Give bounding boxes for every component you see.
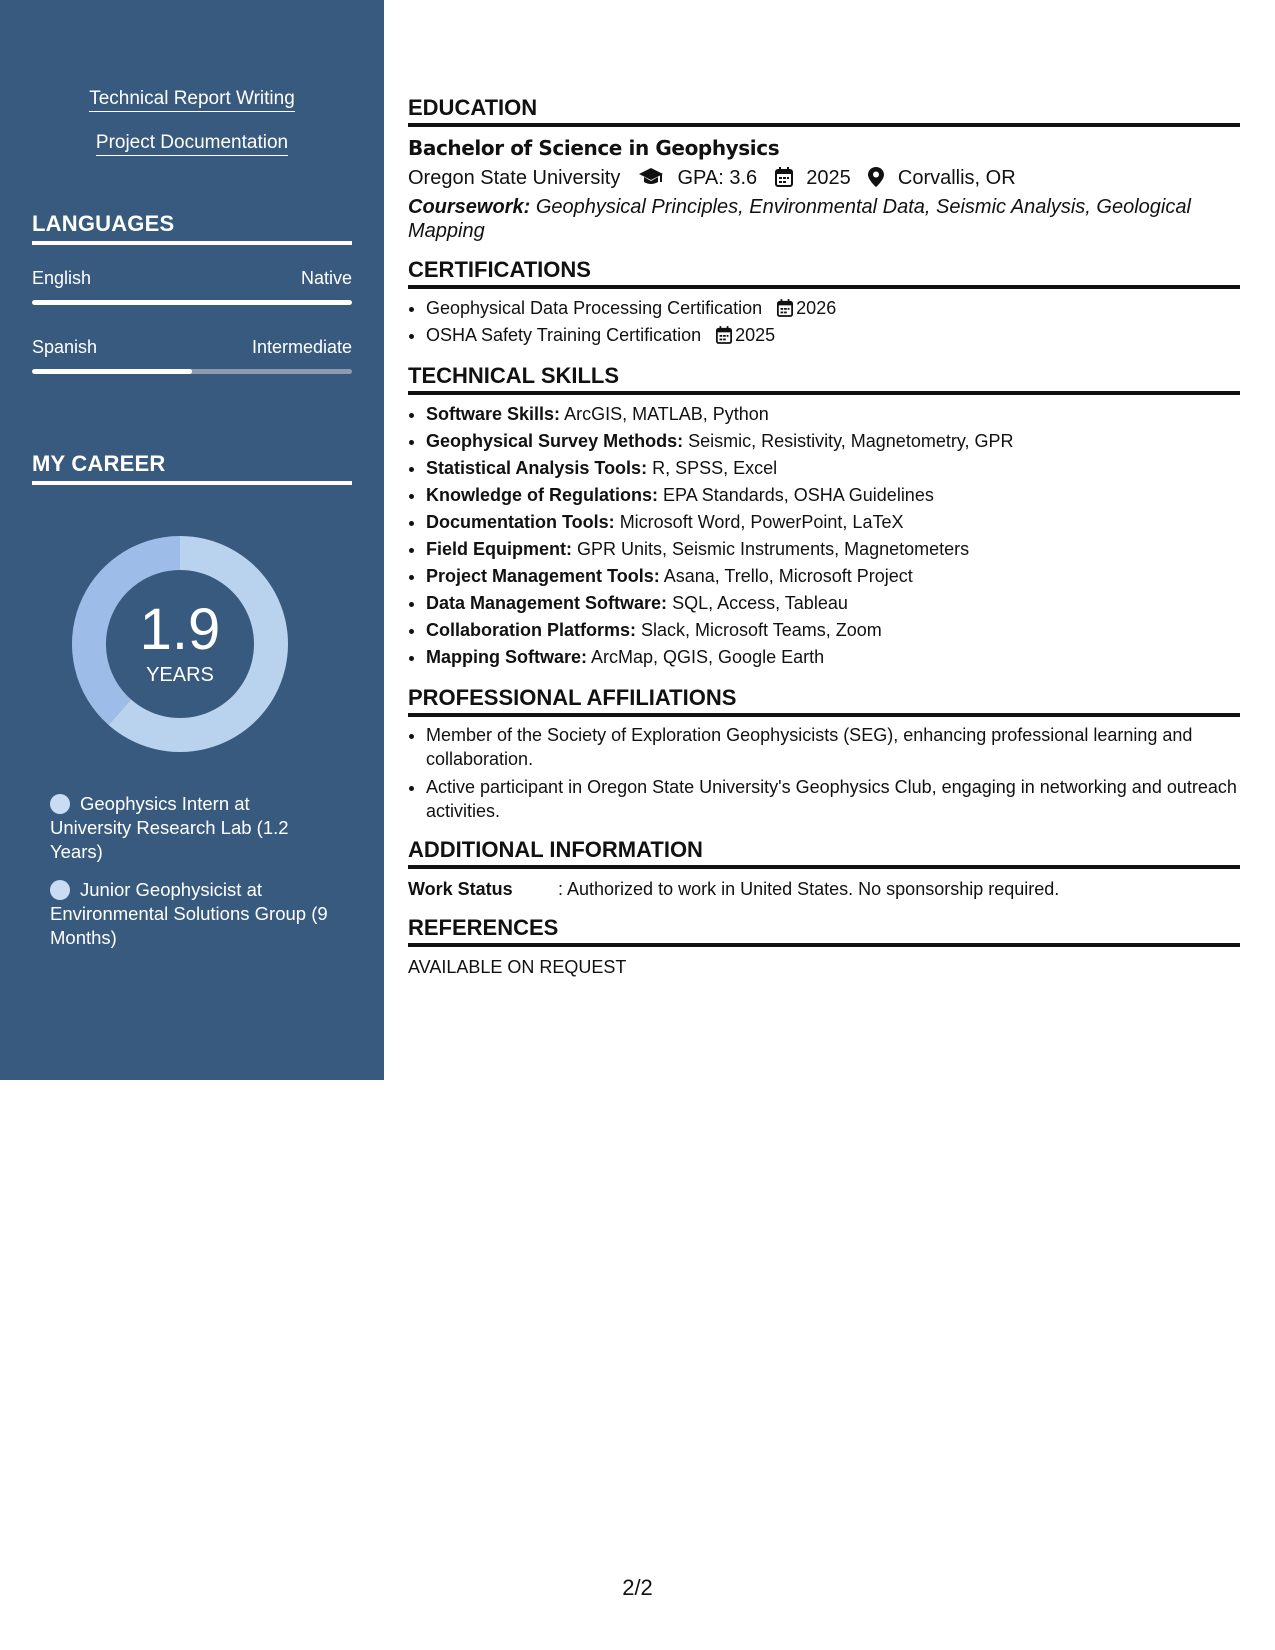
calendar-icon (777, 299, 793, 317)
career-dot-icon (50, 794, 70, 814)
skill-project-documentation: Project Documentation (96, 132, 288, 156)
skill-value: ArcGIS, MATLAB, Python (564, 404, 769, 424)
calendar-icon (775, 167, 793, 187)
skill-item (426, 644, 1240, 671)
skill-value: GPR Units, Seismic Instruments, Magnetometers (577, 539, 970, 559)
affiliations-heading: PROFESSIONAL AFFILIATIONS (408, 685, 1240, 717)
graduation-cap-icon (638, 167, 664, 187)
career-item-text: Junior Geophysicist at Environmental Solutions Group (9 Months) (50, 879, 328, 948)
career-heading: MY CAREER (32, 450, 352, 485)
coursework (408, 195, 1240, 243)
career-dot-icon (50, 880, 70, 900)
skill-label: Geophysical Survey Methods: (426, 431, 684, 451)
skill-label: Documentation Tools: (426, 512, 615, 532)
language-row-english (32, 268, 352, 289)
skill-item (426, 482, 1240, 509)
skill-item (426, 617, 1240, 644)
skill-item (426, 509, 1240, 536)
affiliations-list (408, 723, 1240, 823)
skill-item (426, 536, 1240, 563)
skill-label: Data Management Software: (426, 593, 668, 613)
language-row-spanish (32, 337, 352, 358)
skill-item (426, 428, 1240, 455)
skill-label: Knowledge of Regulations: (426, 485, 658, 505)
career-item (50, 792, 330, 864)
skill-value: Microsoft Word, PowerPoint, LaTeX (619, 512, 904, 532)
graduation-year: 2025 (806, 167, 851, 189)
main-content (408, 95, 1240, 978)
certifications-list (408, 295, 1240, 349)
work-status-row (408, 877, 1240, 901)
skill-technical-report-writing: Technical Report Writing (89, 88, 295, 112)
language-level: Intermediate (251, 337, 352, 357)
location: Corvallis, OR (897, 167, 1016, 189)
page-number: 2/2 (622, 1575, 653, 1600)
language-bar-fill (32, 369, 192, 374)
skill-value: EPA Standards, OSHA Guidelines (663, 485, 934, 505)
skill-item (426, 455, 1240, 482)
references-heading: REFERENCES (408, 915, 1240, 947)
certification-name: OSHA Safety Training Certification (426, 325, 702, 345)
language-name: Spanish (32, 337, 98, 357)
skill-label: Statistical Analysis Tools: (426, 458, 648, 478)
language-bar-spanish (32, 369, 352, 374)
skill-item (426, 401, 1240, 428)
affiliation-item: • Member of the Society of Exploration Geophysicists (SEG), enhancing professional learning and collaboration. (426, 723, 1240, 771)
skill-label: Project Management Tools: (426, 566, 660, 586)
skill-label: Collaboration Platforms: (426, 620, 637, 640)
degree-title: Bachelor of Science in Geophysics (408, 136, 780, 160)
skill-value: SQL, Access, Tableau (672, 593, 848, 613)
work-status-label: Work Status (408, 879, 513, 899)
additional-info-heading: ADDITIONAL INFORMATION (408, 837, 1240, 869)
certification-item (426, 322, 1240, 349)
language-bar-english (32, 300, 352, 305)
skill-item (426, 563, 1240, 590)
career-item (50, 878, 330, 950)
education-details (408, 164, 1240, 192)
skill-value: ArcMap, QGIS, Google Earth (591, 647, 825, 667)
map-pin-icon (868, 167, 884, 187)
technical-skills-heading: TECHNICAL SKILLS (408, 363, 1240, 395)
coursework-list: Geophysical Principles, Environmental Data, Seismic Analysis, Geological Mapping (408, 196, 1191, 242)
skill-label: Field Equipment: (426, 539, 572, 559)
career-total-unit: YEARS (146, 664, 214, 686)
affiliation-item: • Active participant in Oregon State University's Geophysics Club, engaging in networking and outreach activities. (426, 775, 1240, 823)
skill-value: R, SPSS, Excel (652, 458, 778, 478)
career-item-text: Geophysics Intern at University Research Lab (1.2 Years) (50, 793, 289, 862)
skill-value: Seismic, Resistivity, Magnetometry, GPR (688, 431, 1014, 451)
sidebar (0, 0, 384, 1080)
education-heading: EDUCATION (408, 95, 1240, 127)
career-total-value: 1.9 (139, 597, 221, 662)
certification-year: 2026 (796, 298, 837, 318)
school-name: Oregon State University (408, 167, 621, 189)
references-text: AVAILABLE ON REQUEST (408, 957, 627, 977)
skill-value: Slack, Microsoft Teams, Zoom (641, 620, 882, 640)
language-name: English (32, 268, 92, 288)
technical-skills-list (408, 401, 1240, 671)
certification-year: 2025 (735, 325, 776, 345)
certification-name: Geophysical Data Processing Certification (426, 298, 763, 318)
certifications-heading: CERTIFICATIONS (408, 257, 1240, 289)
languages-heading: LANGUAGES (32, 210, 352, 245)
skill-label: Mapping Software: (426, 647, 587, 667)
calendar-icon (716, 326, 732, 344)
skill-value: Asana, Trello, Microsoft Project (663, 566, 913, 586)
gpa: GPA: 3.6 (677, 167, 758, 189)
work-status-value: : Authorized to work in United States. No sponsorship required. (558, 879, 1060, 899)
coursework-label: Coursework: (408, 196, 531, 218)
certification-item (426, 295, 1240, 322)
skill-label: Software Skills: (426, 404, 561, 424)
language-bar-fill (32, 300, 352, 305)
language-level: Native (300, 268, 352, 288)
skill-item (426, 590, 1240, 617)
sidebar-skills (0, 88, 384, 156)
